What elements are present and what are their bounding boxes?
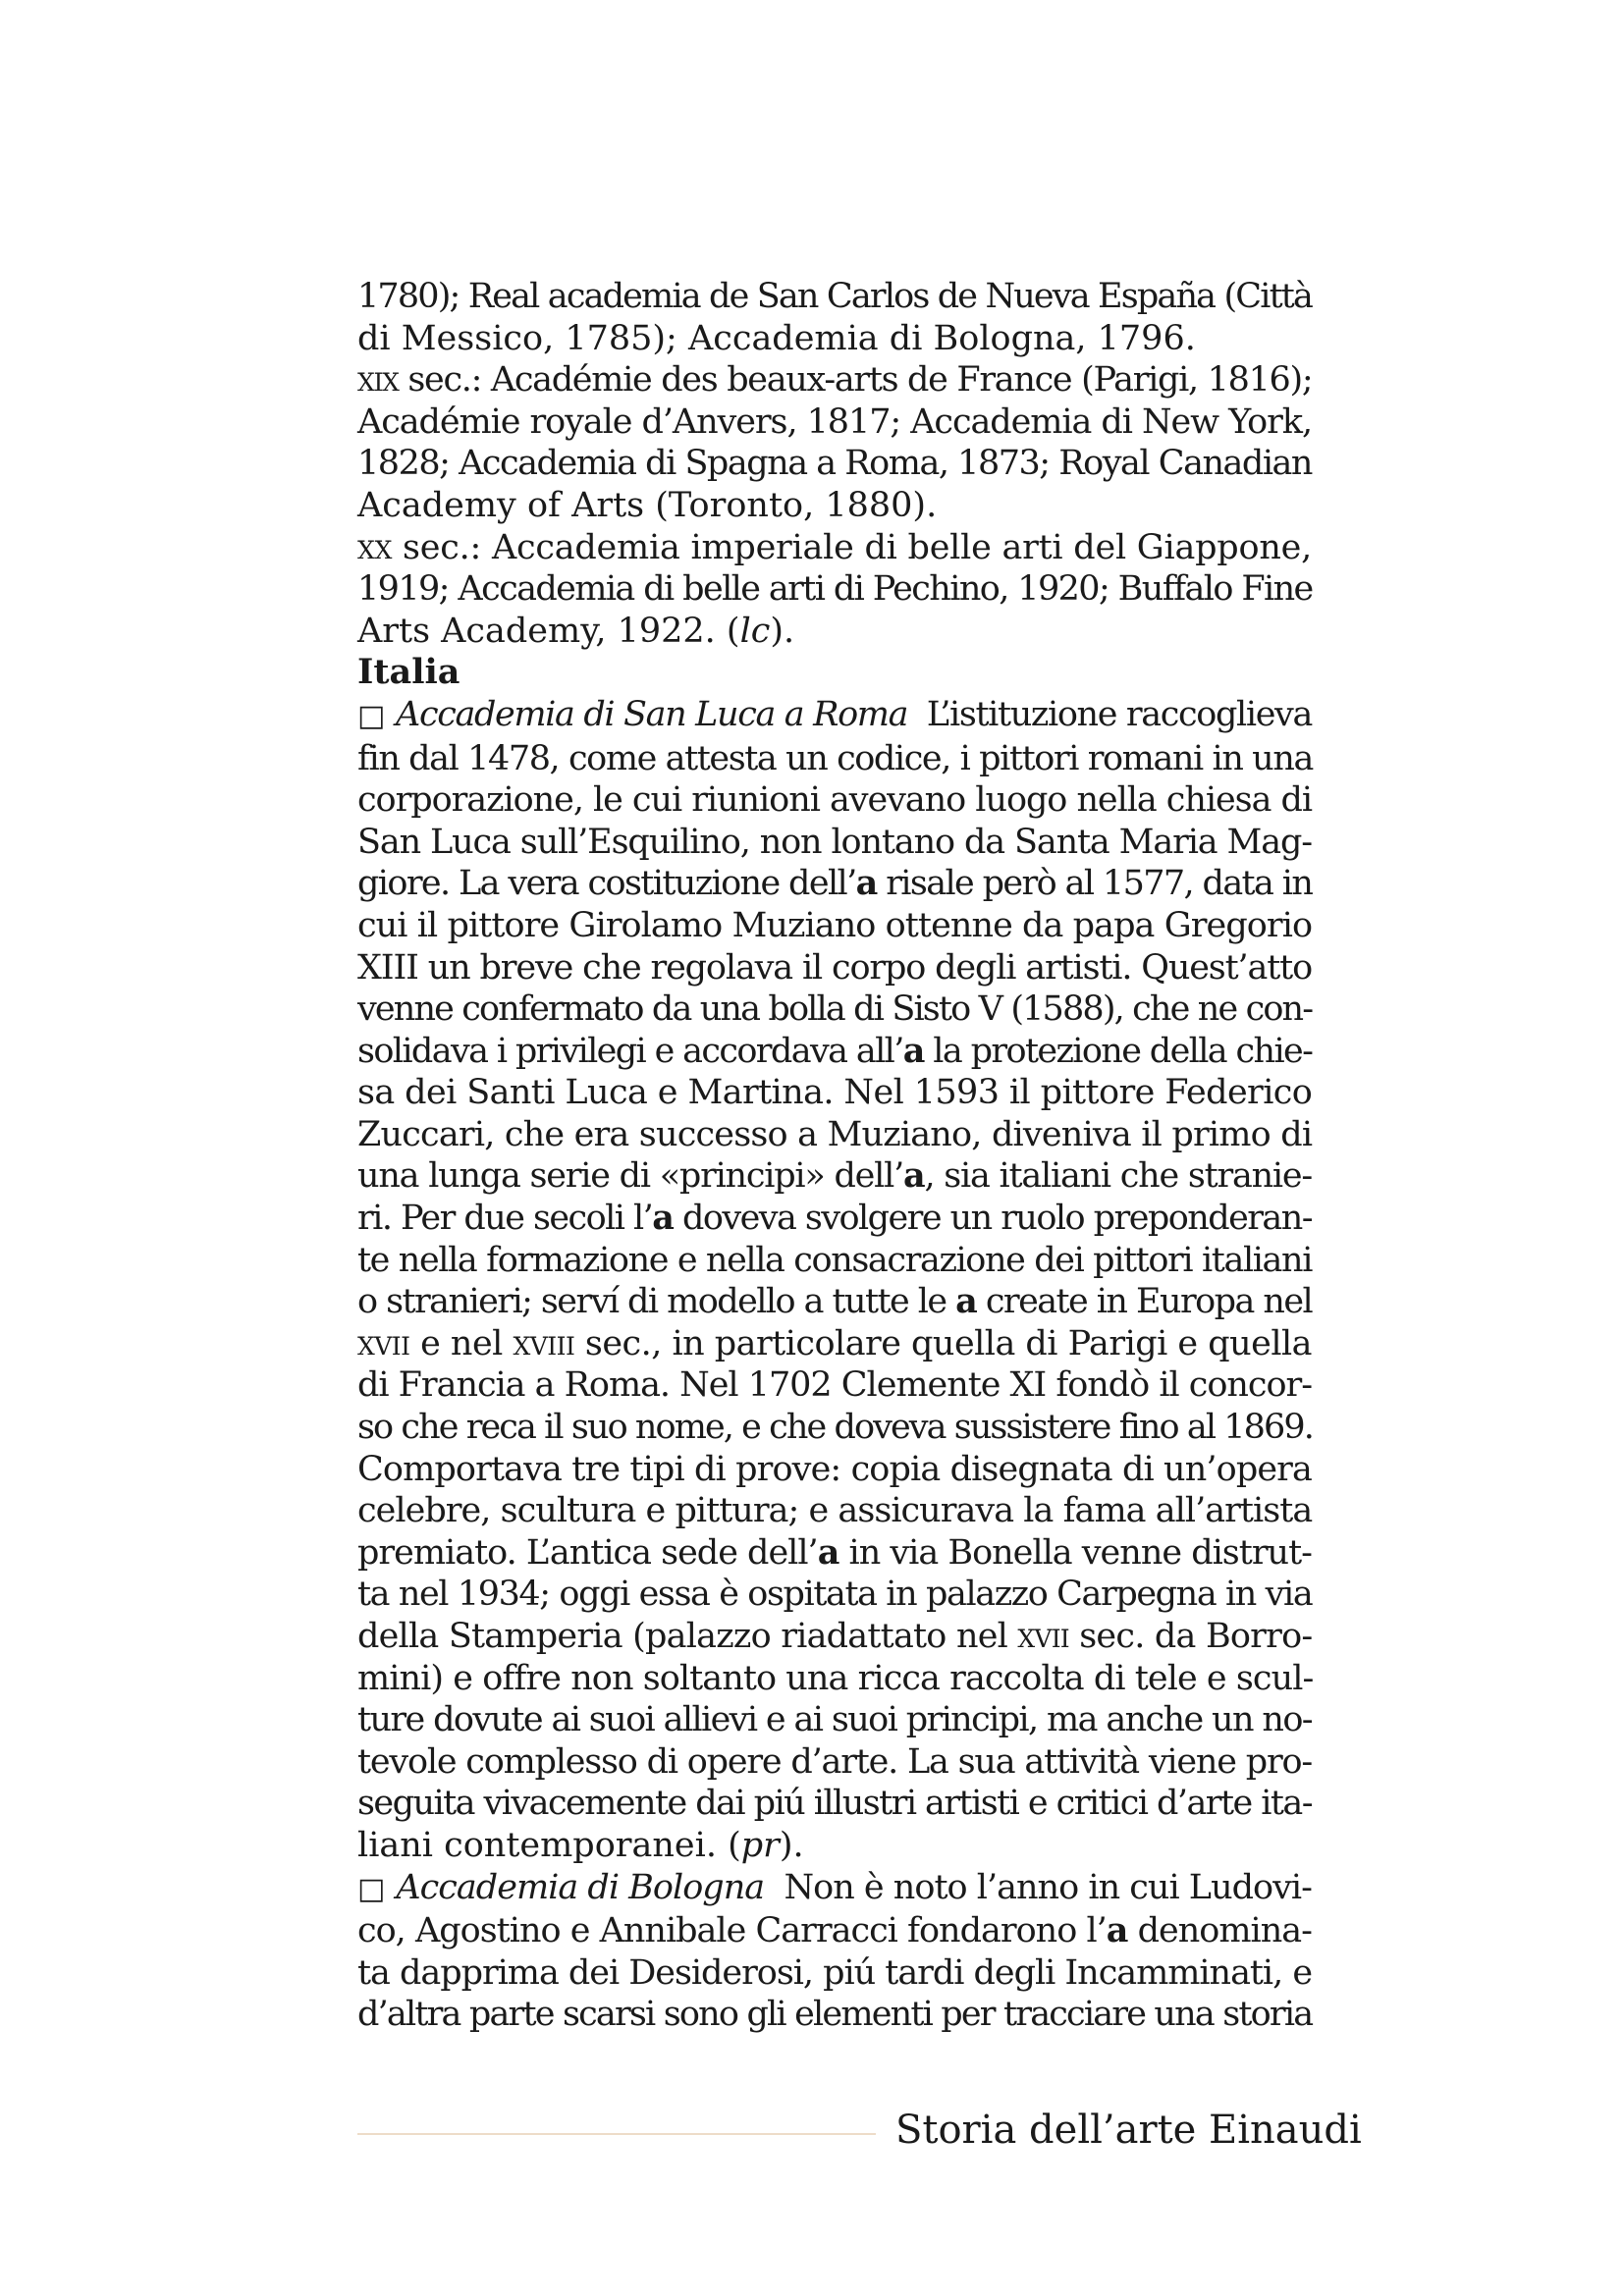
text-line: Zuccari, che era successo a Muziano, diveniva il primo di bbox=[357, 1114, 1313, 1154]
text-line: te nella formazione e nella consacrazione dei pittori italiani bbox=[357, 1240, 1312, 1280]
entry-san-luca bbox=[357, 694, 1312, 1867]
body-text bbox=[357, 276, 1312, 2036]
entry-title: Accademia di Bologna bbox=[396, 1867, 765, 1907]
text-line: mini) e offre non soltanto una ricca raccolta di tele e scul- bbox=[357, 1658, 1314, 1698]
text-line: premiato. L’antica sede dell’a in via Bonella venne distrut- bbox=[357, 1531, 1312, 1573]
entry-bologna bbox=[357, 1867, 1312, 2036]
text-line: so che reca il suo nome, e che doveva sussistere fino al 1869. bbox=[357, 1408, 1313, 1448]
text-line: xvii e nel xviii sec., in particolare quella di Parigi e quella bbox=[357, 1323, 1313, 1363]
text-line: tevole complesso di opere d’arte. La sua attività viene pro- bbox=[357, 1741, 1312, 1782]
text-line: seguita vivacemente dai piú illustri artisti e critici d’arte ita- bbox=[357, 1784, 1312, 1824]
text-line: xx sec.: Accademia imperiale di belle arti del Giappone, bbox=[357, 527, 1312, 567]
text-line: giore. La vera costituzione dell’a risale però al 1577, data in bbox=[357, 863, 1313, 904]
text-line: 1919; Accademia di belle arti di Pechino, 1920; Buffalo Fine bbox=[357, 569, 1313, 610]
text-line: solidava i privilegi e accordava all’a la protezione della chie- bbox=[357, 1030, 1313, 1071]
text-line: XIII un breve che regolava il corpo degli artisti. Quest’atto bbox=[357, 947, 1312, 988]
text-line: □ Accademia di Bologna Non è noto l’anno in cui Ludovi- bbox=[357, 1867, 1312, 1907]
author-initials: pr bbox=[740, 1825, 780, 1865]
text-line: della Stamperia (palazzo riadattato nel xvii sec. da Borro- bbox=[357, 1617, 1313, 1656]
square-bullet-icon: □ bbox=[357, 698, 385, 733]
text-line: celebre, scultura e pittura; e assicurava la fama all’artista bbox=[357, 1491, 1313, 1531]
footer-divider bbox=[357, 2133, 876, 2135]
text-line: Comportava tre tipi di prove: copia disegnata di un’opera bbox=[357, 1449, 1313, 1489]
text-line: corporazione, le cui riunioni avevano luogo nella chiesa di bbox=[357, 780, 1312, 821]
entry-title: Accademia di San Luca a Roma bbox=[396, 694, 908, 734]
century-label: xx bbox=[357, 527, 393, 567]
text-line: xix sec.: Académie des beaux-arts de France (Parigi, 1816); bbox=[357, 360, 1313, 400]
text-line: Arts Academy, 1922. (lc). bbox=[357, 611, 795, 651]
text-line: venne confermato da una bolla di Sisto V (1588), che ne con- bbox=[357, 989, 1313, 1030]
text-line: ta dapprima dei Desiderosi, piú tardi degli Incamminati, e bbox=[357, 1952, 1312, 1993]
xx-century-paragraph bbox=[357, 527, 1312, 653]
text-line: ture dovute ai suoi allievi e ai suoi principi, ma anche un no- bbox=[357, 1700, 1312, 1740]
text-line: cui il pittore Girolamo Muziano ottenne da papa Gregorio bbox=[357, 905, 1313, 945]
text-line: San Luca sull’Esquilino, non lontano da Santa Maria Mag- bbox=[357, 822, 1312, 862]
section-heading: Italia bbox=[357, 652, 460, 693]
text-line: di Messico, 1785); Accademia di Bologna, 1796. bbox=[357, 318, 1196, 358]
xix-century-paragraph bbox=[357, 359, 1312, 526]
text-line: ta nel 1934; oggi essa è ospitata in palazzo Carpegna in via bbox=[357, 1575, 1313, 1615]
intro-paragraph bbox=[357, 276, 1312, 359]
author-initials: lc bbox=[739, 611, 771, 651]
text-line: di Francia a Roma. Nel 1702 Clemente XI fondò il concor- bbox=[357, 1365, 1312, 1406]
text-line: fin dal 1478, come attesta un codice, i pittori romani in una bbox=[357, 738, 1313, 778]
text-line: sa dei Santi Luca e Martina. Nel 1593 il pittore Federico bbox=[357, 1073, 1313, 1113]
text-line: d’altra parte scarsi sono gli elementi per tracciare una storia bbox=[357, 1995, 1313, 2035]
text-line: □ Accademia di San Luca a Roma L’istituzione raccoglieva bbox=[357, 694, 1312, 734]
footer-title: Storia dell’arte Einaudi bbox=[895, 2108, 1362, 2153]
text-line: o stranieri; serví di modello a tutte le a create in Europa nel bbox=[357, 1281, 1313, 1322]
text-line: Academy of Arts (Toronto, 1880). bbox=[357, 485, 938, 525]
text-line: co, Agostino e Annibale Carracci fondarono l’a denomina- bbox=[357, 1910, 1312, 1951]
text-line: liani contemporanei. (pr). bbox=[357, 1825, 804, 1865]
text-line: una lunga serie di «principi» dell’a, sia italiani che stranie- bbox=[357, 1155, 1312, 1197]
text-line: Académie royale d’Anvers, 1817; Accademia di New York, bbox=[357, 401, 1312, 442]
text-line: ri. Per due secoli l’a doveva svolgere un ruolo preponderan- bbox=[357, 1198, 1313, 1239]
text-line: 1780); Real academia de San Carlos de Nueva España (Città bbox=[357, 277, 1313, 316]
text-line: 1828; Accademia di Spagna a Roma, 1873; Royal Canadian bbox=[357, 444, 1312, 484]
century-label: xix bbox=[357, 360, 399, 400]
square-bullet-icon: □ bbox=[357, 1871, 385, 1906]
